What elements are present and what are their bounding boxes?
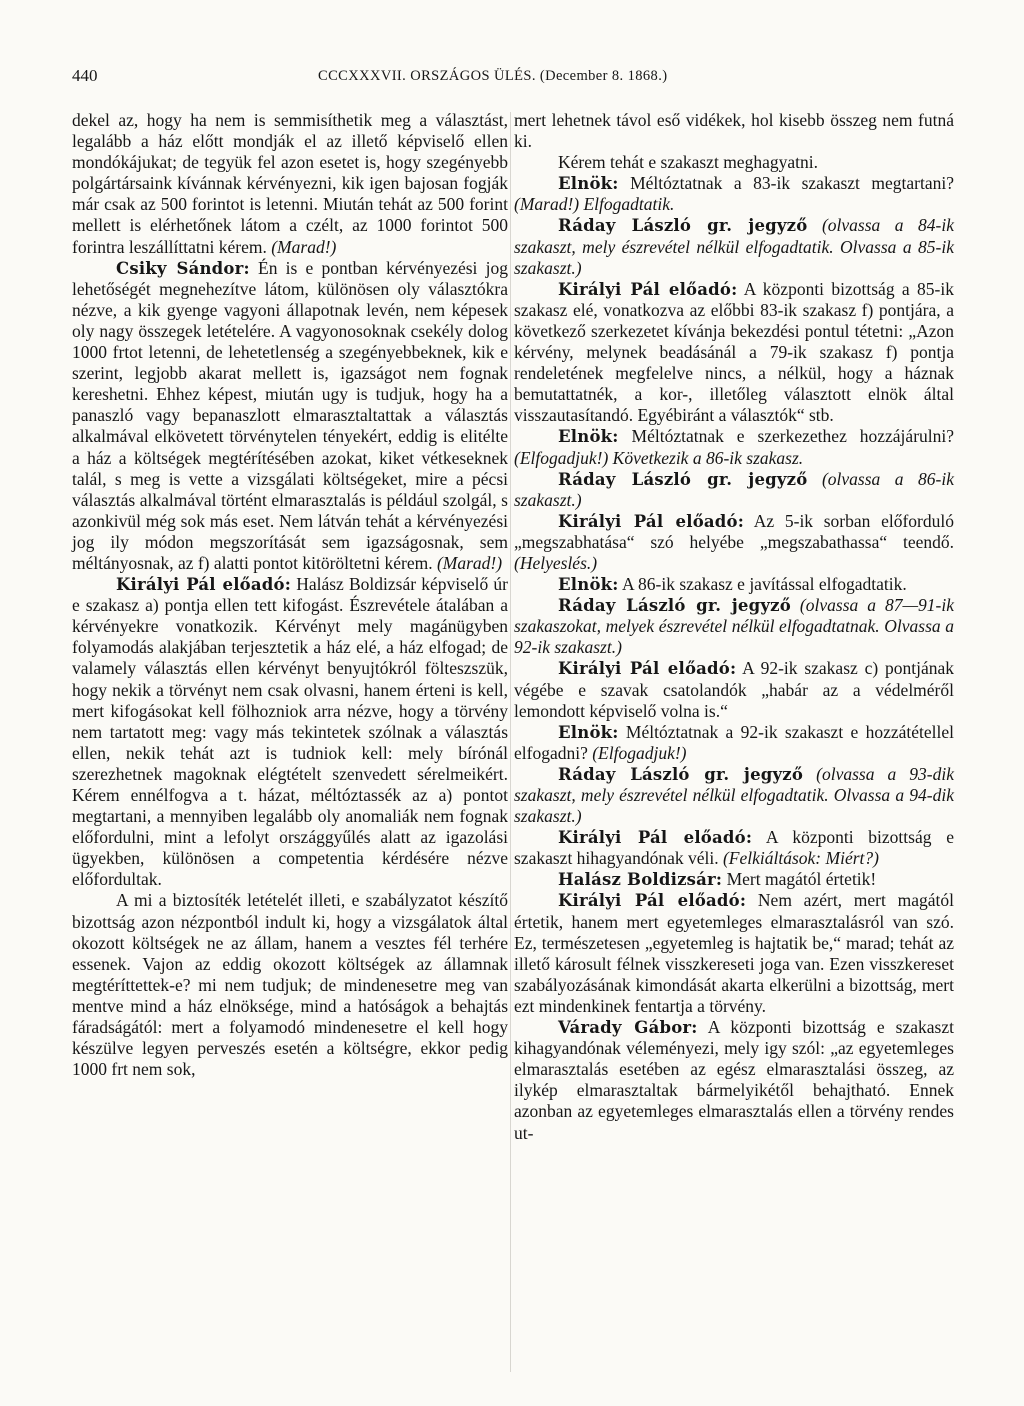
paragraph: Várady Gábor: A központi bizottság e szakaszt kihagyandónak véleményezi, mely igy szól: „az egyetemleges elmarasztalás esetében az egész elmarasztalási összeg, az ilykép elmarasztaltak bármelyikétől behajtható. Ennek azonban az egyetemleges elmarasztalás ellen a törvény rendes ut-: [514, 1017, 954, 1143]
paragraph: Csiky Sándor: Én is e pontban kérvényezési jog lehetőségét megnehezítve látom, különösen oly választókra nézve, a kik gyenge vagyoni állapotnak levén, nem képesek oly nagy összegek letételére. A vagyonosoknak csekély dolog 1000 frtot letenni, de lehetetlenség a szegényebbeknek, kik e szerint, legjobb akarat mellett is, igazságot nem fognak kereshetni. Ehhez képest, miután ugy is tudjuk, hogy ha a panaszló vagy bepanaszlott elmarasztaltattak a választás alkalmával elkövetett törvénytelen tényekért, eddig is elitélte a ház a költségek megtérítésében azokat, kiket vétkeseknek talál, s meg is vette a vizsgálati költségeket, mire a pécsi választás alkalmával történt elmarasztalás is például szolgál, s azonkivül még sok más eset. Nem látván tehát a kérvényezési jog ily módon megszorítását sem igazságosnak, sem méltányosnak, az f) alatti pontot kitöröltetni kérem. (Marad!): [72, 257, 508, 573]
speaker-name: Ráday László gr. jegyző: [558, 596, 791, 616]
paragraph: Halász Boldizsár: Mert magától értetik!: [558, 869, 877, 890]
speaker-name: Elnök:: [558, 174, 619, 194]
paragraph: dekel az, hogy ha nem is semmisíthetik meg a választást, legalább a ház előtt mondják el az illető képviselő ellen mondókájukat; de tegyük fel azon esetet is, hogy szegényebb polgártársaink kívánnak kérvényezni, kik igen bajosan fogják már csak az 500 forintot is letenni. Miután tehát az 500 forint mellett is elérhetőnek látom a czélt, az 1000 forintot 500 forintra leszállíttatni kérem. (Marad!): [72, 110, 508, 257]
paragraph: Ráday László gr. jegyző (olvassa a 84-ik szakaszt, mely észrevétel nélkül elfogadtatik. Olvassa a 85-ik szakaszt.): [514, 215, 954, 278]
paragraph: Elnök: A 86-ik szakasz e javítással elfogadtatik.: [558, 574, 907, 595]
paragraph: Ráday László gr. jegyző (olvassa a 86-ik szakaszt.): [514, 468, 954, 510]
right-column: [514, 110, 954, 1144]
speaker-name: Halász Boldizsár:: [558, 870, 723, 890]
speaker-name: Királyi Pál előadó:: [558, 511, 745, 531]
paragraph: Ráday László gr. jegyző (olvassa a 93-dik szakaszt, mely észrevétel nélkül elfogadtatik. Olvassa a 94-dik szakaszt.): [514, 763, 954, 827]
paragraph: Ráday László gr. jegyző (olvassa a 87—91-ik szakaszokat, melyek észrevétel nélkül elfogadtatnak. Olvassa a 92-ik szakaszt.): [514, 595, 954, 658]
running-title: CCCXXXVII. ORSZÁGOS ÜLÉS. (December 8. 1868.): [318, 68, 668, 84]
paragraph: Királyi Pál előadó: A központi bizottság e szakaszt hihagyandónak véli. (Felkiáltások: Miért?): [514, 827, 954, 869]
paragraph: Elnök: Méltóztatnak e szerkezethez hozzájárulni? (Elfogadjuk!) Következik a 86-ik szakasz.: [514, 426, 955, 468]
speaker-name: Királyi Pál előadó:: [558, 828, 753, 848]
paragraph: Királyi Pál előadó: A központi bizottság a 85-ik szakasz elé, vonatkozva az előbbi 83-ik szakasz f) pontjára, a következő szerkezetet kívánja bekezdési pontul tétetni: „Azon kérvény, melynek beadásánál a 79-ik szakasz f) pontja rendeletének megfelelve nincs, a nélkül, hogy a háznak bemutattatnék, a kor-, illetőleg választott elnök által visszautasítandó. Egyébiránt a választók“ stb.: [514, 278, 954, 426]
paragraph: Elnök: Méltóztatnak a 83-ik szakaszt megtartani? (Marad!) Elfogadtatik.: [514, 173, 954, 215]
paragraph: Elnök: Méltóztatnak a 92-ik szakaszt e hozzátétellel elfogadni? (Elfogadjuk!): [514, 721, 955, 763]
speaker-name: Várady Gábor:: [558, 1018, 698, 1038]
speaker-name: Királyi Pál előadó:: [558, 659, 737, 679]
page-header: [72, 66, 952, 90]
paragraph: Királyi Pál előadó: A 92-ik szakasz c) pontjának végébe e szavak csatolandók „habár az a védelméről lemondott képviselő volna is.“: [514, 658, 954, 721]
speaker-name: Királyi Pál előadó:: [558, 279, 738, 299]
paragraph: mert lehetnek távol eső vidékek, hol kisebb összeg nem futná ki.: [514, 110, 954, 152]
speaker-name: Királyi Pál előadó:: [558, 891, 747, 911]
paragraph: Királyi Pál előadó: Nem azért, mert magától értetik, hanem mert egyetemleges elmarasztalásról van szó. Ez, természetesen „egyetemleg is hajtatik be,“ marad; tehát az illető károsult félnek visszkereseti joga van. Ezen visszkereset szabályozásának kimondását akarta elkerülni a bizottság, mert ezt mindenkinek fentartja a törvény.: [514, 890, 954, 1016]
speaker-name: Elnök:: [558, 427, 619, 447]
page-number: 440: [72, 66, 98, 85]
speaker-name: Csiky Sándor:: [116, 258, 250, 278]
speaker-name: Elnök:: [558, 575, 619, 595]
speaker-name: Ráday László gr. jegyző: [558, 469, 808, 489]
column-divider: [510, 112, 511, 1372]
speaker-name: Ráday László gr. jegyző: [558, 216, 808, 236]
left-column: [72, 110, 508, 1080]
paragraph: Kérem tehát e szakaszt meghagyatni.: [558, 152, 818, 173]
speaker-name: Királyi Pál előadó:: [116, 575, 292, 595]
paragraph: Királyi Pál előadó: Halász Boldizsár képviselő úr e szakasz a) pontja ellen tett kifogást. Észrevétele átalában a kérvényekre vonatkozik. Kérvényt mely magánügyben folyamodás alakjában terjesztetik a ház elé, a ház elfogad; de valamely választás ellen kérvényt benyujtókról fölteszszük, hogy nekik a törvényt nem csak olvasni, hanem érteni is kell, mert kifogásokat kell fölhozniok arra nézve, hogy a törvény nem tartatott meg: vagy más tekintetek szólnak a választás ellen, nekik tehát azt is tudniok kell: mely bírónál szerezhetnek magoknak elégtételt szenvedett sérelmeikért. Kérem ennélfogva a t. házat, méltóztassék az a) pontot megtartani, a mennyiben legalább oly anomaliák nem fognak előfordulni, mint a lefolyt országgyűlés alatt az igazolási ügyekben, különösen a competentia kérdésére nézve előfordultak.: [72, 574, 509, 890]
paragraph: A mi a biztosíték letételét illeti, e szabályzatot készítő bizottság azon nézpontból indult ki, hogy a vizsgálatok által okozott költségek ne az állam, hanem a vesztes fél terhére essenek. Vajon az eddig okozott költségek az államnak megtéríttettek-e? mi nem tudjuk; de mindenesetre meg van mentve mind a ház elnöksége, mind a hatóságok a behajtás fáradságától: mert a folyamodó mindenesetre el kell hogy készülve legyen perveszés esetén a költségre, ekkor pedig 1000 frt nem sok,: [72, 890, 508, 1080]
paragraph: Királyi Pál előadó: Az 5-ik sorban előforduló „megszabhatása“ szó helyébe „megszabathassa“ teendő. (Helyeslés.): [514, 510, 954, 573]
speaker-name: Elnök:: [558, 722, 619, 742]
speaker-name: Ráday László gr. jegyző: [558, 764, 804, 784]
